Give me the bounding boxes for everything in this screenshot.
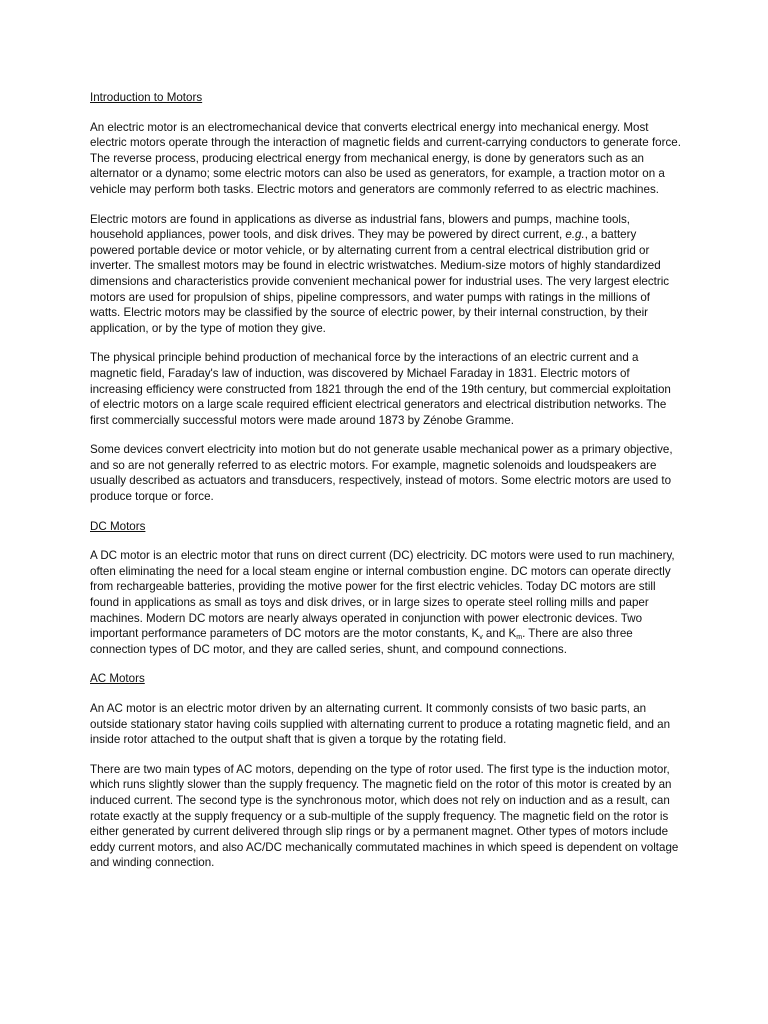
paragraph: An electric motor is an electromechanical device that converts electrical energy into mechanical energy. Most electric motors operate through the interaction of magnetic fields and current-carrying conductors to generate force. The reverse process, producing electrical energy from mechanical energy, is done by generators such as an alternator or a dynamo; some electric motors can also be used as generators, for example, a traction motor on a vehicle may perform both tasks. Electric motors and generators are commonly referred to as electric machines. [90,120,681,196]
paragraph-text: and K [482,627,517,641]
document-page [90,90,682,885]
paragraph-text: A DC motor is an electric motor that runs on direct current (DC) electricity. DC motors were used to run machinery, often eliminating the need for a local steam engine or internal combustion engine. DC motors can operate directly from rechargeable batteries, providing the motive power for the first electric vehicles. Today DC motors are still found in applications as small as toys and disk drives, or in large sizes to operate steel rolling mills and paper machines. Modern DC motors are nearly always operated in conjunction with power electronic devices. Two important performance parameters of DC motors are the motor constants, K [90,549,675,641]
paragraph-text: , a battery powered portable device or motor vehicle, or by alternating current from a central electrical distribution grid or inverter. The smallest motors may be found in electric wristwatches. Medium-size motors of highly standardized dimensions and characteristics provide convenient mechanical power for industrial uses. The very largest electric motors are used for propulsion of ships, pipeline compressors, and water pumps with ratings in the millions of watts. Electric motors may be classified by the source of electric power, by their internal construction, by their application, or by the type of motion they give. [90,228,670,335]
subscript: m [516,634,523,642]
paragraph: The physical principle behind production of mechanical force by the interactions of an electric current and a magnetic field, Faraday's law of induction, was discovered by Michael Faraday in 1831. Electric motors of increasing efficiency were constructed from 1821 through the end of the 19th century, but commercial exploitation of electric motors on a large scale required efficient electrical generators and electrical distribution networks. The first commercially successful motors were made around 1873 by Zénobe Gramme. [90,351,671,427]
paragraph: Some devices convert electricity into motion but do not generate usable mechanical power as a primary objective, and so are not generally referred to as electric motors. For example, magnetic solenoids and loudspeakers are usually described as actuators and transducers, respectively, instead of motors. Some electric motors are used to produce torque or force. [90,443,673,504]
paragraph [90,548,682,657]
paragraph [90,212,682,337]
paragraph-emphasis: e.g. [565,228,585,242]
section-heading-ac-motors: AC Motors [90,672,145,686]
paragraph: There are two main types of AC motors, depending on the type of rotor used. The first type is the induction motor, which runs slightly slower than the supply frequency. The magnetic field on the rotor of this motor is created by an induced current. The second type is the synchronous motor, which does not rely on induction and as a result, can rotate exactly at the supply frequency or a sub-multiple of the supply frequency. The magnetic field on the rotor is either generated by current delivered through slip rings or by a permanent magnet. Other types of motors include eddy current motors, and also AC/DC mechanically commutated machines in which speed is dependent on voltage and winding connection. [90,762,679,870]
paragraph: An AC motor is an electric motor driven by an alternating current. It commonly consists of two basic parts, an outside stationary stator having coils supplied with alternating current to produce a rotating magnetic field, and an inside rotor attached to the output shaft that is given a torque by the rotating field. [90,702,671,747]
paragraph-text: Electric motors are found in applications as diverse as industrial fans, blowers and pumps, machine tools, household appliances, power tools, and disk drives. They may be powered by direct current, [90,212,631,242]
section-heading-dc-motors: DC Motors [90,519,146,533]
paragraph-text: . There are also three connection types of DC motor, and they are called series, shunt, and compound connections. [90,627,633,656]
subscript: v [479,634,483,642]
section-heading-intro: Introduction to Motors [90,91,203,104]
